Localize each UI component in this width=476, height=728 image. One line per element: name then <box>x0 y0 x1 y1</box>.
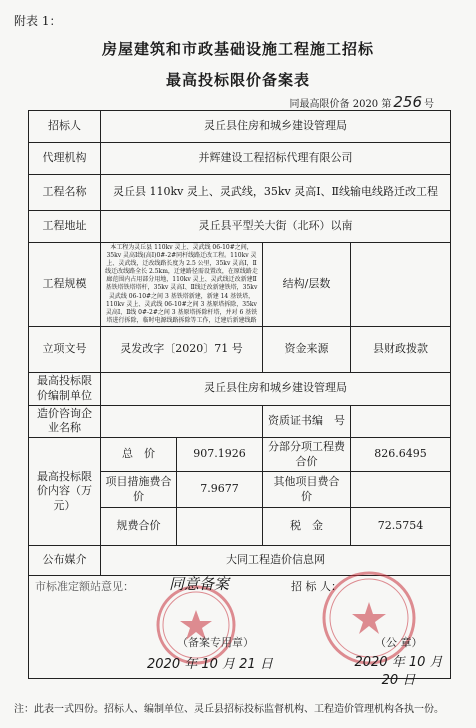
project-name-value: 灵丘县 110kv 灵上、灵武线，35kv 灵高Ⅰ、Ⅱ线输电线路迁改工程 <box>101 175 451 211</box>
left-seal-stamp <box>155 584 237 666</box>
sub-label: 分部分项工程费合价 <box>263 438 351 472</box>
tenderer-label: 招标人 <box>29 111 101 143</box>
total-value: 907.1926 <box>177 438 263 472</box>
consult-value <box>101 405 263 438</box>
project-address-label: 工程地址 <box>29 211 101 243</box>
total-label: 总 价 <box>101 438 177 472</box>
form-subtitle: 最高投标限价备案表 <box>165 71 310 89</box>
media-value: 大同工程造价信息网 <box>101 546 451 576</box>
approval-label: 立项文号 <box>29 326 101 372</box>
approval-value: 灵发改字〔2020〕71 号 <box>101 326 263 372</box>
sub-value: 826.6495 <box>351 438 451 472</box>
agency-label: 代理机构 <box>29 143 101 175</box>
fund-value: 县财政拨款 <box>351 326 451 372</box>
compiler-label: 最高投标限价编制单位 <box>29 372 101 405</box>
tenderer-signature-label: 招 标 人： <box>291 580 342 594</box>
tax-value: 72.5754 <box>351 508 451 546</box>
form-title: 房屋建筑和市政基础设施工程施工招标 <box>101 40 374 58</box>
agency-value: 并辉建设工程招标代理有限公司 <box>101 143 451 175</box>
footnote: 注：此表一式四份。招标人、编制单位、灵丘县招标投标监督机构、工程造价管理机构各执一份。 <box>14 704 444 715</box>
structure-value <box>351 243 451 327</box>
media-label: 公布媒介 <box>29 546 101 576</box>
scale-value: 本工程为灵丘县 110kv 灵上、灵武线 06-10#之间，35kv 灵高Ⅰ线(高Ⅰ)0#-2#同杆线路迁改工程。110kv 灵上、灵武线，迁改线路长度为 2.5 公里，35kv 灵高Ⅰ，Ⅱ线迁改线路全长 2.5km，迁建路径需设置改，在原线路走廊范围内占用部分用地，110kv 灵上、灵武线迁改新建Ⅱ基铁塔铁塔塔杆，35kv 灵高Ⅰ、Ⅱ线迁改新建铁塔，35kv 灵武线 06-10#之间 3 基铁塔新建，新建 14 基铁塔，110kv 灵上、灵武线 06-10#之间 3 基原塔拆除，35kv 灵高Ⅰ、Ⅱ线 0#-2#之间 3 基原塔拆除杆塔，并对 6 基铁塔进行拆除，临时电源线路拆除等工作，迁建后新建线路 <box>101 243 263 327</box>
measure-label: 项目措施费合 价 <box>101 472 177 508</box>
project-address-value: 灵丘县平型关大街（北环）以南 <box>101 211 451 243</box>
structure-label: 结构/层数 <box>263 243 351 327</box>
filing-date: 2020 年 10 月 21 日 <box>147 657 273 673</box>
cert-value <box>351 405 451 438</box>
fund-label: 资金来源 <box>263 326 351 372</box>
other-label: 其他项目费合 价 <box>263 472 351 508</box>
measure-value: 7.9677 <box>177 472 263 508</box>
max-price-label: 最高投标限价内容（万元） <box>29 438 101 546</box>
doc-no-suffix: 号 <box>424 99 434 110</box>
tax-label: 税 金 <box>263 508 351 546</box>
fee-label: 规费合价 <box>101 508 177 546</box>
project-name-label: 工程名称 <box>29 175 101 211</box>
doc-no-number: 256 <box>393 93 422 111</box>
approval-handwriting: 同意备案 <box>169 575 230 594</box>
attachment-label: 附表 1： <box>14 14 62 28</box>
official-seal-note: （公 章） <box>375 636 423 650</box>
compiler-value: 灵丘县住房和城乡建设管理局 <box>101 372 451 405</box>
tenderer-date: 2020 年 10 月 20 日 <box>354 655 443 688</box>
fee-value <box>177 508 263 546</box>
other-value <box>351 472 451 508</box>
standard-station-opinion-label: 市标准定额站意见： <box>35 580 134 594</box>
doc-no-prefix: 同最高限价备 2020 第 <box>289 99 392 110</box>
record-table <box>28 110 451 688</box>
signature-area <box>29 575 451 688</box>
consult-label: 造价咨询企业名称 <box>29 405 101 438</box>
cert-label: 资质证书编 号 <box>263 405 351 438</box>
scale-label: 工程规模 <box>29 243 101 327</box>
document-number <box>290 93 434 111</box>
filing-seal-note: （备案专用章） <box>177 636 254 650</box>
tenderer-value: 灵丘县住房和城乡建设管理局 <box>101 111 451 143</box>
